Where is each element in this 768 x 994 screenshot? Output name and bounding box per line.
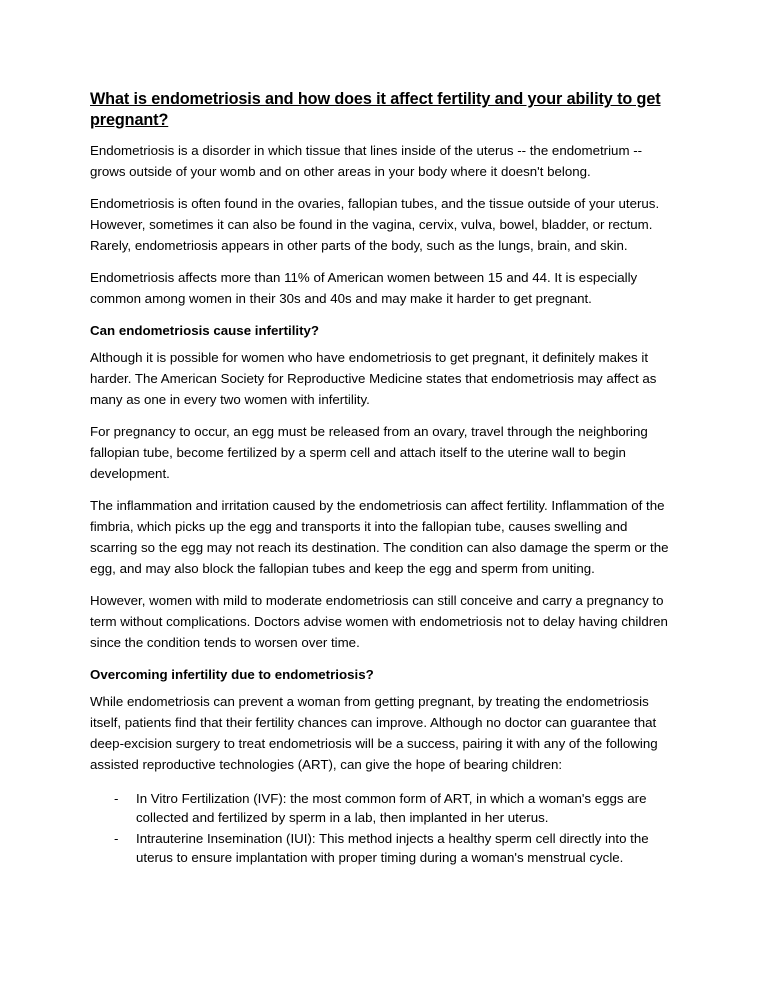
intro-paragraph: Endometriosis is a disorder in which tissue that lines inside of the uterus -- the endometrium -- grows outside of your womb and on other areas in your body where it doesn't belong. (90, 143, 643, 179)
section-paragraph: While endometriosis can prevent a woman from getting pregnant, by treating the endometriosis itself, patients find that their fertility chances can improve. Although no doctor can guarantee that deep-excision surgery to treat endometriosis will be a success, pairing it with any of the following assisted reproductive technologies (ART), can give the hope of bearing children: (90, 694, 658, 772)
document-title: What is endometriosis and how does it affect fertility and your ability to get pregnant? (90, 90, 661, 129)
list-item (90, 829, 678, 867)
section-heading-overcoming: Overcoming infertility due to endometriosis? (90, 667, 374, 682)
art-list (90, 789, 678, 867)
list-item (90, 789, 678, 827)
intro-paragraph: Endometriosis is often found in the ovaries, fallopian tubes, and the tissue outside of your uterus. However, sometimes it can also be found in the vagina, cervix, vulva, bowel, bladder, or rectum. Rarely, endometriosis appears in other parts of the body, such as the lungs, brain, and skin. (90, 196, 660, 253)
section-paragraph: However, women with mild to moderate endometriosis can still conceive and carry a pregnancy to term without complications. Doctors advise women with endometriosis not to delay having children since the condition tends to worsen over time. (90, 593, 668, 650)
list-item-text: Intrauterine Insemination (IUI): This method injects a healthy sperm cell directly into the uterus to ensure implantation with proper timing during a woman's menstrual cycle. (136, 831, 649, 865)
intro-paragraph: Endometriosis affects more than 11% of American women between 15 and 44. It is especially common among women in their 30s and 40s and may make it harder to get pregnant. (90, 270, 638, 306)
bullet-marker: - (114, 831, 119, 846)
document-page (90, 89, 678, 869)
bullet-marker: - (114, 791, 119, 806)
section-paragraph: Although it is possible for women who have endometriosis to get pregnant, it definitely makes it harder. The American Society for Reproductive Medicine states that endometriosis may affect as many as one in every two women with infertility. (90, 350, 657, 407)
section-paragraph: For pregnancy to occur, an egg must be released from an ovary, travel through the neighboring fallopian tube, become fertilized by a sperm cell and attach itself to the uterine wall to begin development. (90, 424, 648, 481)
section-heading-infertility: Can endometriosis cause infertility? (90, 323, 320, 338)
section-paragraph: The inflammation and irritation caused by the endometriosis can affect fertility. Inflammation of the fimbria, which picks up the egg and transports it into the fallopian tube, causes swelling and scarring so the egg may not reach its destination. The condition can also damage the sperm or the egg, and may also block the fallopian tubes and keep the egg and sperm from uniting. (90, 498, 669, 576)
list-item-text: In Vitro Fertilization (IVF): the most common form of ART, in which a woman's eggs are collected and fertilized by sperm in a lab, then implanted in her uterus. (136, 791, 647, 825)
